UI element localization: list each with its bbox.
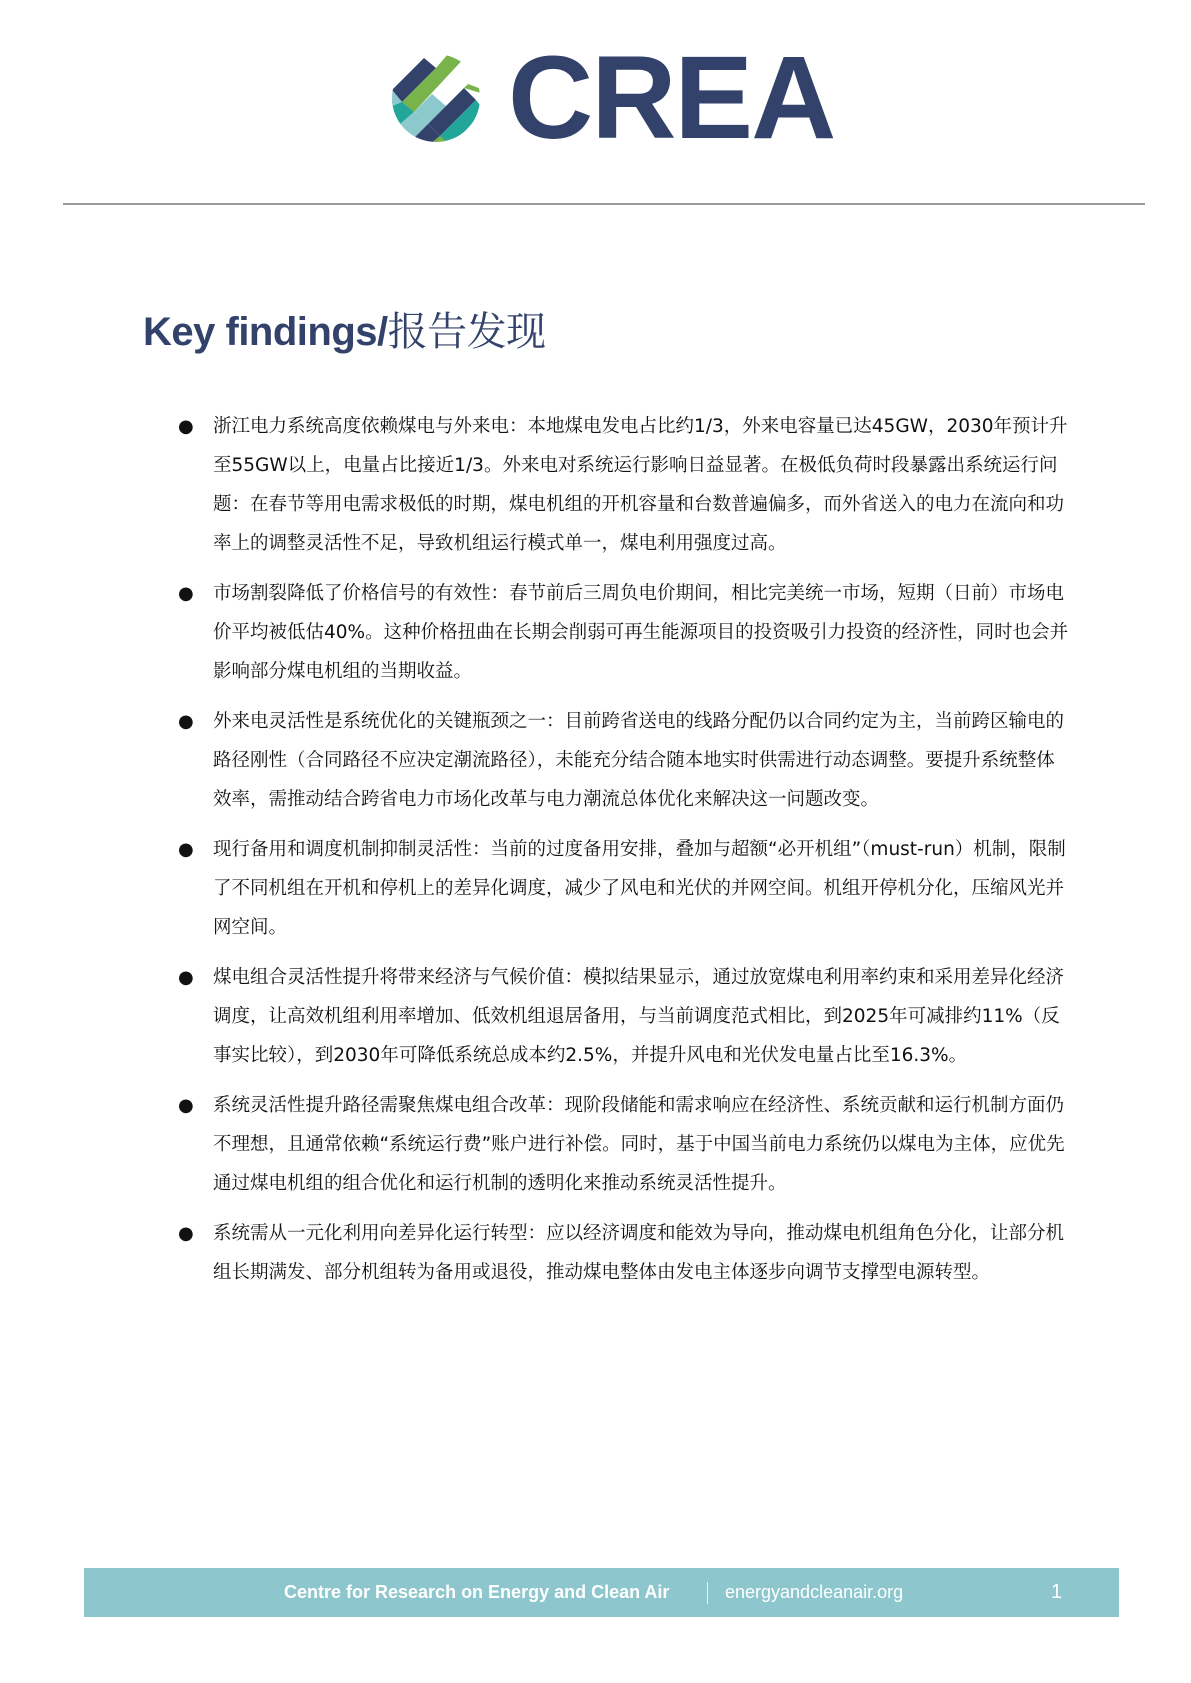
finding-item xyxy=(170,830,1070,947)
finding-text: 系统需从一元化利用向差异化运行转型：应以经济调度和能效为导向，推动煤电机组角色分化，让部分机组长期满发、部分机组转为备用或退役，推动煤电整体由发电主体逐步向调节支撑型电源转型。 xyxy=(213,1223,1065,1283)
bullet-icon: ● xyxy=(178,967,194,988)
header-divider xyxy=(63,203,1145,205)
bullet-icon: ● xyxy=(178,1095,194,1116)
bullet-icon: ● xyxy=(178,1223,194,1244)
finding-item xyxy=(170,702,1070,819)
finding-text: 现行备用和调度机制抑制灵活性：当前的过度备用安排，叠加与超额“必开机组”（must-run）机制，限制了不同机组在开机和停机上的差异化调度，减少了风电和光伏的并网空间。机组开停机分化，压缩风光并网空间。 xyxy=(213,839,1066,938)
crea-logo-mark-icon xyxy=(388,50,484,146)
page-title xyxy=(143,300,546,357)
finding-text: 市场割裂降低了价格信号的有效性：春节前后三周负电价期间，相比完美统一市场，短期（日前）市场电价平均被低估40%。这种价格扭曲在长期会削弱可再生能源项目的投资吸引力投资的经济性，同时也会并影响部分煤电机组的当期收益。 xyxy=(213,583,1069,682)
bullet-icon: ● xyxy=(178,711,194,732)
key-findings-list xyxy=(170,407,1070,1303)
bullet-icon: ● xyxy=(178,416,194,437)
bullet-icon: ● xyxy=(178,583,194,604)
footer-separator xyxy=(707,1582,708,1604)
finding-text: 浙江电力系统高度依赖煤电与外来电：本地煤电发电占比约1/3，外来电容量已达45GW，2030年预计升至55GW以上，电量占比接近1/3。外来电对系统运行影响日益显著。在极低负荷时段暴露出系统运行问题：在春节等用电需求极低的时期，煤电机组的开机容量和台数普遍偏多，而外省送入的电力在流向和功率上的调整灵活性不足，导致机组运行模式单一，煤电利用强度过高。 xyxy=(213,416,1068,554)
title-english: Key findings/ xyxy=(143,310,388,354)
finding-item xyxy=(170,958,1070,1075)
finding-text: 煤电组合灵活性提升将带来经济与气候价值：模拟结果显示，通过放宽煤电利用率约束和采用差异化经济调度，让高效机组利用率增加、低效机组退居备用，与当前调度范式相比，到2025年可减排约11%（反事实比较），到2030年可降低系统总成本约2.5%，并提升风电和光伏发电量占比至16.3%。 xyxy=(213,967,1065,1066)
finding-item xyxy=(170,407,1070,563)
footer-organization: Centre for Research on Energy and Clean Air xyxy=(284,1582,670,1602)
finding-item xyxy=(170,1086,1070,1203)
page-footer xyxy=(84,1568,1119,1617)
title-chinese: 报告发现 xyxy=(387,310,546,354)
page-number: 1 xyxy=(1051,1581,1063,1603)
logo-wordmark: CREA xyxy=(508,32,835,164)
bullet-icon: ● xyxy=(178,839,194,860)
crea-logo xyxy=(388,32,835,164)
finding-item xyxy=(170,574,1070,691)
footer-website-link[interactable]: energyandcleanair.org xyxy=(725,1582,904,1602)
finding-text: 系统灵活性提升路径需聚焦煤电组合改革：现阶段储能和需求响应在经济性、系统贡献和运行机制方面仍不理想，且通常依赖“系统运行费”账户进行补偿。同时，基于中国当前电力系统仍以煤电为主体，应优先通过煤电机组的组合优化和运行机制的透明化来推动系统灵活性提升。 xyxy=(213,1095,1065,1194)
finding-text: 外来电灵活性是系统优化的关键瓶颈之一：目前跨省送电的线路分配仍以合同约定为主，当前跨区输电的路径刚性（合同路径不应决定潮流路径），未能充分结合随本地实时供需进行动态调整。要提升系统整体效率，需推动结合跨省电力市场化改革与电力潮流总体优化来解决这一问题改变。 xyxy=(213,711,1065,810)
finding-item xyxy=(170,1214,1070,1292)
